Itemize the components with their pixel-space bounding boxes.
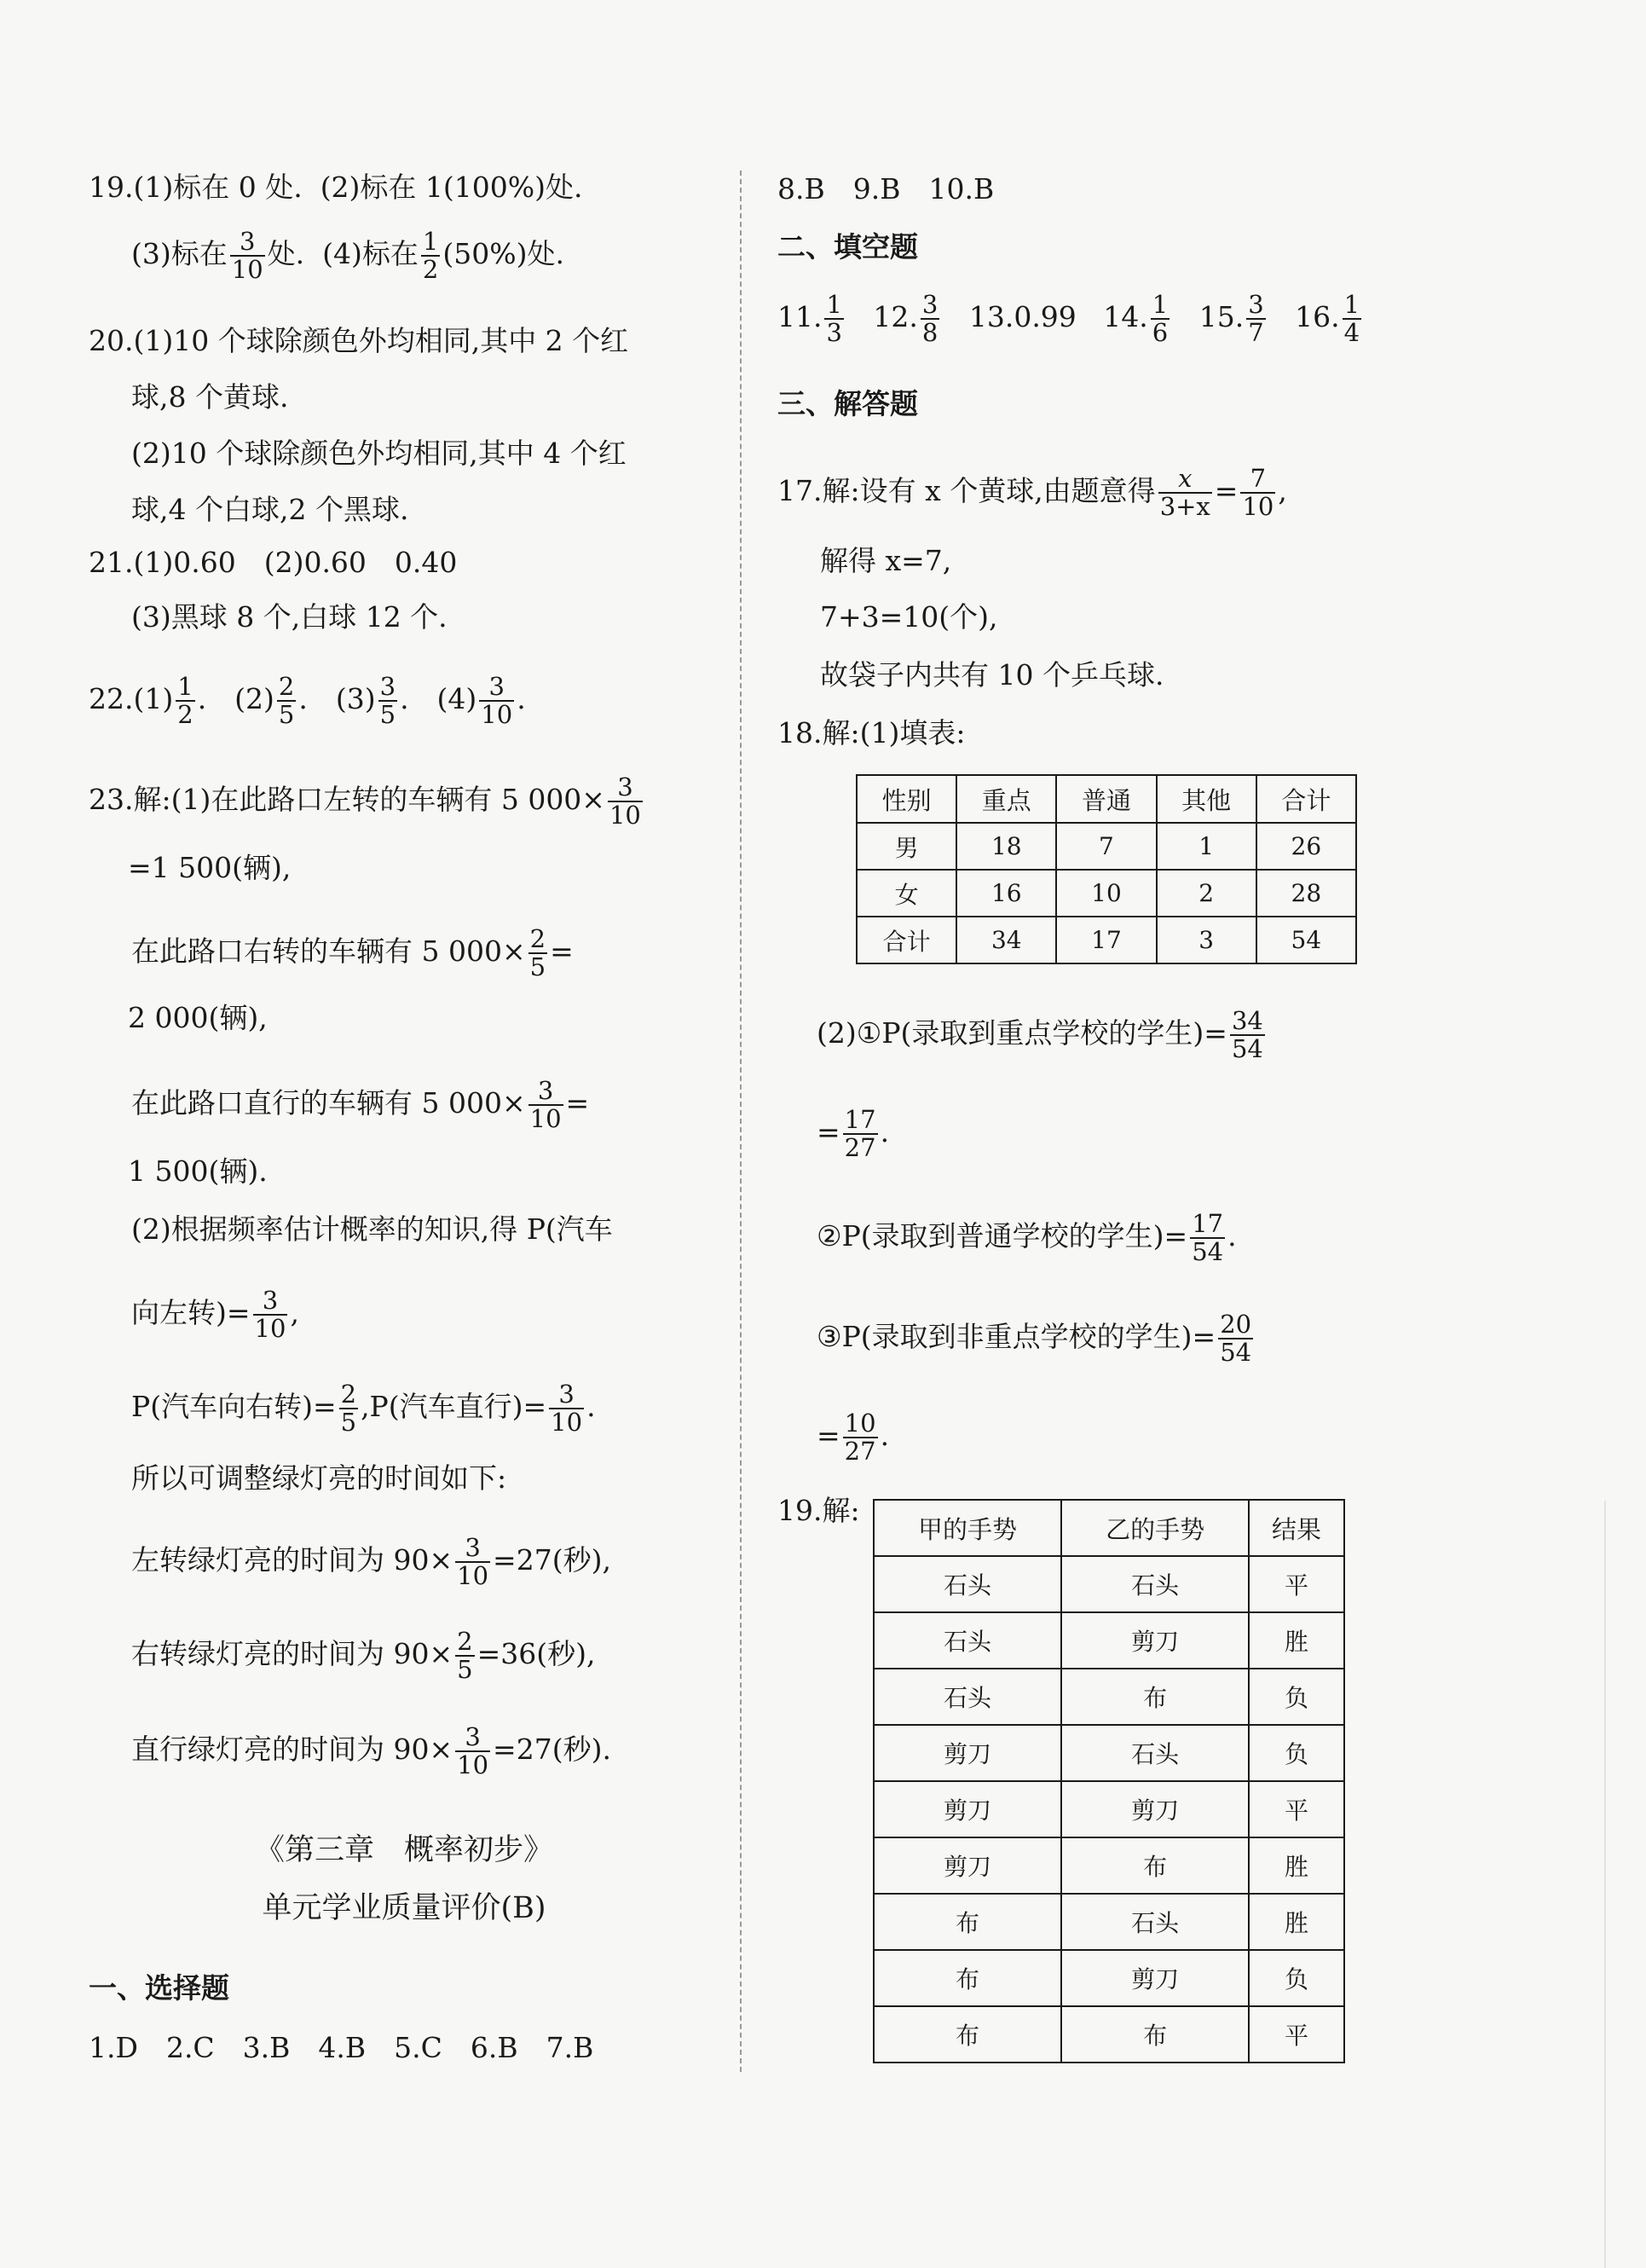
fraction (277, 674, 296, 728)
q21-line-2: (3)黑球 8 个,白球 12 个. (131, 600, 448, 634)
denominator: 10 (529, 1104, 562, 1133)
numerator: 3 (608, 774, 643, 802)
q18-text: . (1227, 1219, 1237, 1253)
q18-text: ③P(录取到非重点学校的学生)= (817, 1320, 1216, 1353)
table-header-cell: 普通 (1056, 775, 1156, 823)
fraction (1343, 292, 1361, 346)
numerator: 10 (844, 1409, 876, 1438)
table-cell: 平 (1249, 1556, 1344, 1612)
q20-line-1: 20.(1)10 个球除颜色外均相同,其中 2 个红 (89, 324, 629, 357)
q23-text: = (565, 1086, 590, 1120)
section-heading-choice: 一、选择题 (89, 1971, 229, 2005)
table-cell: 剪刀 (1061, 1781, 1249, 1837)
table-cell: 布 (1061, 1837, 1249, 1894)
q23-line-4: 2 000(辆), (128, 1001, 268, 1034)
denominator: 3+x (1159, 492, 1210, 521)
table-header-cell: 乙的手势 (1061, 1500, 1249, 1556)
fill-label: 12. (873, 300, 918, 333)
q23-text: 在此路口右转的车辆有 5 000× (131, 934, 526, 968)
table-cell: 7 (1056, 823, 1156, 870)
numerator: 2 (340, 1380, 357, 1409)
q22-label: 22.(1) (89, 682, 174, 715)
table-header-cell: 性别 (857, 775, 956, 823)
fraction (176, 674, 194, 728)
table-cell: 布 (874, 1894, 1061, 1950)
table-cell: 26 (1256, 823, 1356, 870)
table-row (874, 1950, 1344, 2006)
q23-line-11 (131, 1535, 611, 1589)
denominator: 10 (231, 255, 263, 284)
denominator: 2 (422, 255, 439, 284)
q23-text: 左转绿灯亮的时间为 90× (131, 1543, 453, 1577)
table-header-row (857, 775, 1356, 823)
table-cell: 合计 (857, 917, 956, 963)
q17-text: 17.解:设有 x 个黄球,由题意得 (777, 474, 1156, 507)
numerator: 3 (1248, 290, 1264, 319)
table-cell: 2 (1157, 870, 1256, 917)
q20-line-3: (2)10 个球除颜色外均相同,其中 4 个红 (131, 437, 627, 470)
q18-p3b (817, 1410, 889, 1465)
q17-line-4: 故袋子内共有 10 个乒乓球. (820, 658, 1164, 691)
q23-line-5 (131, 1078, 589, 1132)
denominator: 10 (481, 700, 513, 729)
numerator: 3 (921, 290, 939, 319)
q18-p1b (817, 1107, 889, 1161)
numerator: 3 (479, 674, 514, 702)
table-row (874, 1612, 1344, 1669)
denominator: 54 (1192, 1237, 1224, 1266)
q22-sep: . (3) (298, 682, 376, 715)
q18-table (856, 774, 1357, 964)
chapter-title: 《第三章 概率初步》 (254, 1833, 553, 1867)
fraction (421, 229, 440, 283)
q17-line-1 (777, 466, 1287, 520)
denominator: 54 (1220, 1338, 1252, 1367)
denominator: 5 (529, 952, 546, 981)
denominator: 3 (826, 318, 842, 347)
fraction (1246, 292, 1265, 346)
denominator: 5 (278, 700, 295, 729)
q18-text: ②P(录取到普通学校的学生)= (817, 1219, 1188, 1253)
table-cell: 16 (956, 870, 1056, 917)
table-header-cell: 重点 (956, 775, 1056, 823)
fill-label: 15. (1198, 300, 1245, 333)
numerator: x (1158, 466, 1212, 494)
numerator: 1 (826, 290, 842, 319)
mc-answers-8-10: 8.B 9.B 10.B (777, 172, 995, 205)
mc-answers-1-7: 1.D 2.C 3.B 4.B 5.C 6.B 7.B (89, 2031, 594, 2064)
denominator: 10 (457, 1561, 489, 1590)
table-cell: 石头 (874, 1669, 1061, 1725)
fraction (1218, 1311, 1253, 1366)
q18-p3 (817, 1311, 1256, 1366)
table-header-cell: 合计 (1256, 775, 1356, 823)
numerator: 34 (1231, 1006, 1263, 1035)
denominator: 10 (457, 1750, 489, 1779)
table-header-cell: 甲的手势 (874, 1500, 1061, 1556)
q23-line-2: =1 500(辆), (128, 851, 292, 884)
fill-label: 11. (777, 300, 823, 333)
q20-line-4: 球,4 个白球,2 个黑球. (131, 493, 409, 526)
denominator: 5 (340, 1408, 357, 1437)
denominator: 10 (1242, 492, 1274, 521)
table-row (874, 1837, 1344, 1894)
q23-text: =27(秒), (493, 1543, 611, 1577)
table-cell: 负 (1249, 1725, 1344, 1781)
q19-table (873, 1499, 1345, 2063)
q19-part-2: (2)标在 1(100%)处. (320, 171, 583, 204)
q23-line-10: 所以可调整绿灯亮的时间如下: (131, 1461, 507, 1495)
q22-sep: . (2) (197, 682, 274, 715)
table-cell: 胜 (1249, 1612, 1344, 1669)
q23-line-3 (131, 926, 574, 981)
q18-text: . (880, 1419, 890, 1452)
q23-text: ,P(汽车直行)= (361, 1390, 547, 1423)
q23-text: 在此路口直行的车辆有 5 000× (131, 1086, 526, 1120)
table-row (874, 1669, 1344, 1725)
q22-sep: . (4) (400, 682, 477, 715)
q17-text: , (1278, 474, 1287, 507)
numerator: 7 (1240, 466, 1275, 494)
table-cell: 负 (1249, 1950, 1344, 2006)
numerator: 3 (455, 1535, 490, 1563)
fraction (528, 1078, 563, 1132)
numerator: 2 (457, 1627, 473, 1656)
q19-part-4-end: (50%)处. (442, 237, 564, 270)
q22-line (89, 674, 526, 728)
q23-line-7: (2)根据频率估计概率的知识,得 P(汽车 (131, 1212, 613, 1246)
table-cell: 布 (1061, 2006, 1249, 2063)
numerator: 17 (844, 1105, 876, 1134)
numerator: 17 (1192, 1209, 1224, 1238)
q17-line-2: 解得 x=7, (820, 544, 952, 577)
table-row (874, 1781, 1344, 1837)
table-cell: 布 (874, 1950, 1061, 2006)
q21-line-1: 21.(1)0.60 (2)0.60 0.40 (89, 546, 458, 579)
table-cell: 女 (857, 870, 956, 917)
table-cell: 28 (1256, 870, 1356, 917)
fraction (378, 674, 397, 728)
fraction (455, 1724, 490, 1779)
numerator: 1 (177, 672, 193, 701)
q19-label: 19.解: (777, 1494, 860, 1527)
fraction (843, 1410, 878, 1465)
numerator: 2 (529, 924, 546, 953)
table-header-row (874, 1500, 1344, 1556)
table-cell: 1 (1157, 823, 1256, 870)
denominator: 27 (844, 1133, 876, 1162)
table-header-cell: 结果 (1249, 1500, 1344, 1556)
table-cell: 剪刀 (1061, 1950, 1249, 2006)
table-cell: 男 (857, 823, 956, 870)
fraction (1151, 292, 1170, 346)
denominator: 4 (1343, 318, 1360, 347)
table-cell: 剪刀 (874, 1725, 1061, 1781)
numerator: 1 (1343, 290, 1360, 319)
q18-line-1: 18.解:(1)填表: (777, 716, 966, 749)
fraction (549, 1381, 584, 1436)
table-row (857, 870, 1356, 917)
fraction (528, 926, 547, 981)
denominator: 6 (1152, 318, 1169, 347)
denominator: 10 (609, 801, 641, 830)
q17-line-3: 7+3=10(个), (820, 600, 998, 634)
q17-text: = (1214, 474, 1239, 507)
numerator: 1 (422, 227, 439, 256)
numerator: 3 (379, 672, 396, 701)
denominator: 27 (844, 1437, 876, 1466)
q18-p1 (817, 1008, 1268, 1062)
fraction (824, 292, 843, 346)
denominator: 10 (551, 1408, 583, 1437)
table-cell: 石头 (874, 1612, 1061, 1669)
section-heading-solve: 三、解答题 (777, 387, 918, 420)
section-heading-fill: 二、填空题 (777, 230, 918, 263)
q19-part-3-label: (3)标在 (131, 237, 228, 270)
numerator: 3 (455, 1724, 490, 1752)
table-row (874, 1894, 1344, 1950)
table-cell: 18 (956, 823, 1056, 870)
q23-text: 右转绿灯亮的时间为 90× (131, 1637, 453, 1670)
table-cell: 胜 (1249, 1837, 1344, 1894)
fill-label: 16. (1295, 300, 1340, 333)
q20-line-2: 球,8 个黄球. (131, 380, 289, 414)
table-cell: 34 (956, 917, 1056, 963)
table-cell: 平 (1249, 1781, 1344, 1837)
q23-line-9 (131, 1381, 596, 1436)
table-cell: 石头 (1061, 1556, 1249, 1612)
table-cell: 17 (1056, 917, 1156, 963)
table-row (874, 1556, 1344, 1612)
page-edge-shadow (1604, 1501, 1606, 2268)
q18-text: . (880, 1115, 890, 1148)
q23-text: = (550, 934, 574, 968)
table-cell: 石头 (1061, 1894, 1249, 1950)
fraction (455, 1535, 490, 1589)
unit-title: 单元学业质量评价(B) (262, 1891, 546, 1925)
fraction (230, 229, 265, 283)
q23-text: 向左转)= (131, 1296, 251, 1329)
q23-text: P(汽车向右转)= (131, 1390, 337, 1423)
table-cell: 胜 (1249, 1894, 1344, 1950)
numerator: 3 (528, 1078, 563, 1106)
numerator: 20 (1220, 1310, 1252, 1339)
fill-label: 14. (1103, 300, 1148, 333)
table-cell: 布 (1061, 1669, 1249, 1725)
q18-text: = (817, 1115, 840, 1148)
fill-label: 13.0.99 (968, 300, 1077, 333)
q23-line-6: 1 500(辆). (128, 1154, 268, 1188)
table-header-cell: 其他 (1157, 775, 1256, 823)
q19-part-1: 19.(1)标在 0 处. (89, 171, 303, 204)
q23-line-8 (131, 1287, 299, 1342)
fraction (608, 774, 643, 829)
q23-text: . (586, 1390, 596, 1423)
table-cell: 剪刀 (874, 1781, 1061, 1837)
q18-text: (2)①P(录取到重点学校的学生)= (817, 1016, 1227, 1050)
fraction (253, 1287, 288, 1342)
q23-text: 23.解:(1)在此路口左转的车辆有 5 000× (89, 783, 605, 816)
table-cell: 54 (1256, 917, 1356, 963)
q18-p2 (817, 1211, 1237, 1265)
table-cell: 平 (1249, 2006, 1344, 2063)
column-divider (740, 171, 742, 2072)
numerator: 2 (278, 672, 295, 701)
denominator: 10 (254, 1314, 286, 1343)
fraction (479, 674, 514, 728)
table-row (857, 823, 1356, 870)
table-cell: 布 (874, 2006, 1061, 2063)
table-cell: 3 (1157, 917, 1256, 963)
fraction (1240, 466, 1275, 520)
q23-text: =27(秒). (493, 1733, 611, 1766)
table-row (857, 917, 1356, 963)
fraction (1190, 1211, 1225, 1265)
denominator: 8 (921, 318, 939, 347)
fraction (1158, 466, 1212, 520)
numerator: 3 (230, 229, 265, 257)
fraction (843, 1107, 878, 1161)
fraction (1230, 1008, 1265, 1062)
q23-text: 直行绿灯亮的时间为 90× (131, 1733, 453, 1766)
q23-line-1 (89, 774, 645, 829)
denominator: 2 (177, 700, 193, 729)
table-cell: 10 (1056, 870, 1156, 917)
q23-line-12 (131, 1629, 595, 1683)
q19-line-1 (89, 169, 583, 206)
numerator: 3 (253, 1287, 288, 1316)
table-row (874, 2006, 1344, 2063)
q23-text: , (290, 1296, 299, 1329)
table-row (874, 1725, 1344, 1781)
numerator: 1 (1152, 290, 1169, 319)
fill-answers (777, 292, 1364, 346)
fraction (455, 1629, 474, 1683)
denominator: 5 (457, 1655, 473, 1684)
q19-part-4-label: (4)标在 (322, 237, 419, 270)
table-cell: 石头 (874, 1556, 1061, 1612)
q18-text: = (817, 1419, 840, 1452)
denominator: 54 (1231, 1034, 1263, 1063)
q19-line-2 (131, 229, 564, 283)
q23-line-13 (131, 1724, 611, 1779)
denominator: 7 (1248, 318, 1264, 347)
q19-part-3-end: 处. (267, 237, 305, 270)
q22-end: . (517, 682, 526, 715)
fraction (921, 292, 939, 346)
table-cell: 负 (1249, 1669, 1344, 1725)
table-cell: 剪刀 (874, 1837, 1061, 1894)
fraction (339, 1381, 358, 1436)
q23-text: =36(秒), (476, 1637, 596, 1670)
numerator: 3 (549, 1381, 584, 1409)
table-cell: 剪刀 (1061, 1612, 1249, 1669)
table-cell: 石头 (1061, 1725, 1249, 1781)
denominator: 5 (379, 700, 396, 729)
